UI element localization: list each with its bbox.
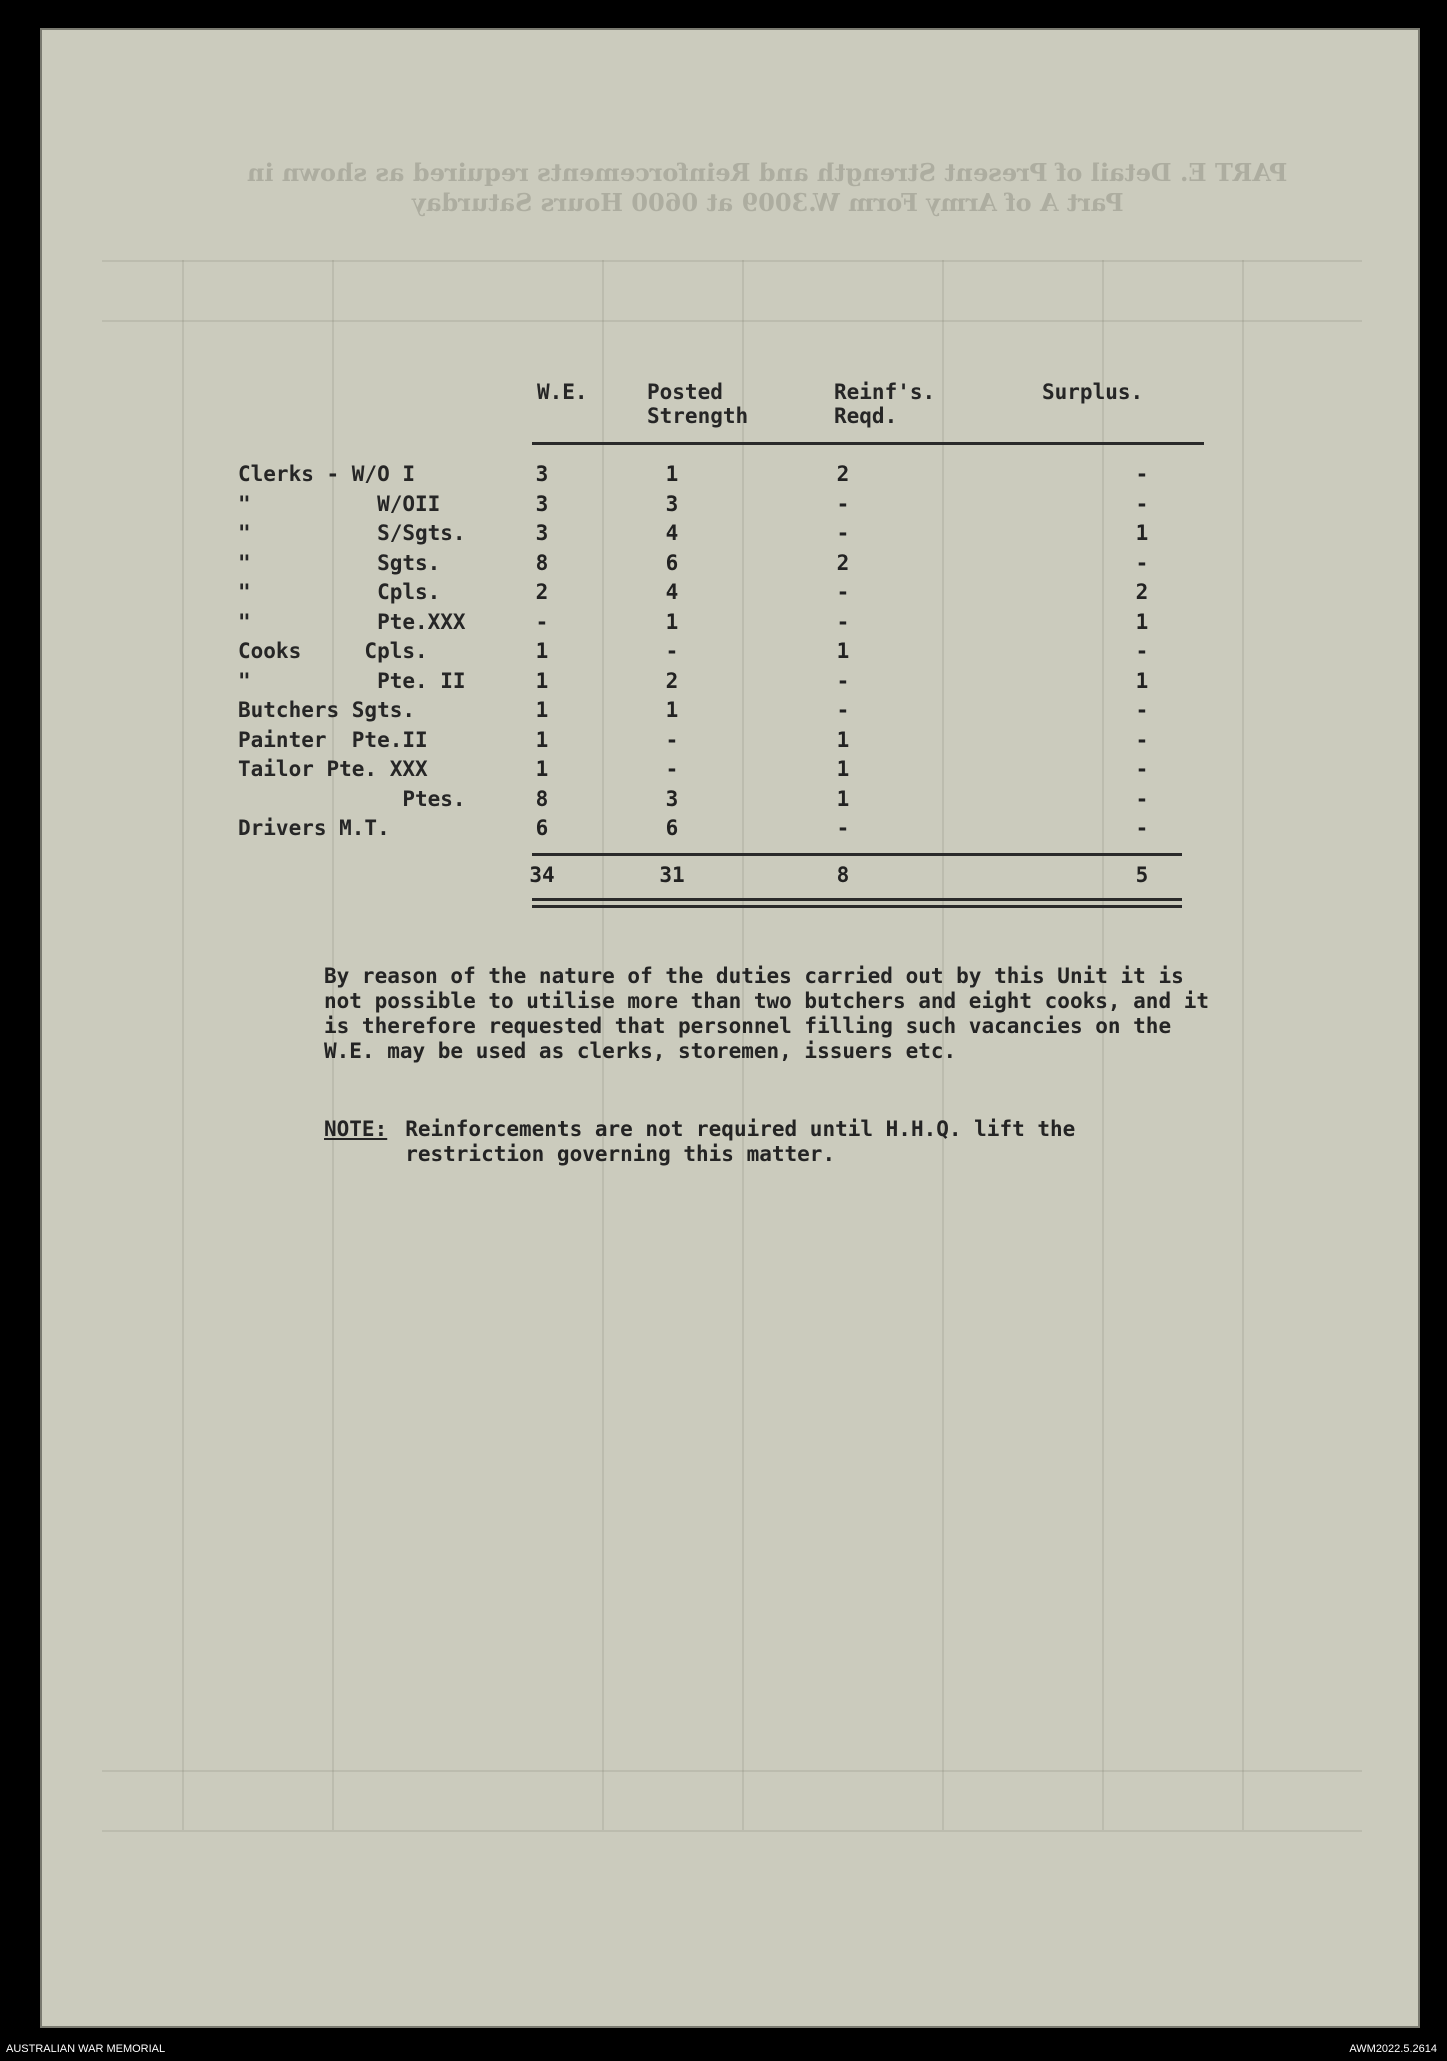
cell-reinf: 2	[836, 551, 850, 575]
ghost-rule	[102, 1830, 1362, 1832]
cell-surplus: 1	[1135, 669, 1149, 693]
cell-we: -	[535, 610, 549, 634]
footer-credit: AUSTRALIAN WAR MEMORIAL	[6, 2043, 166, 2055]
row-label: " Cpls.	[238, 580, 441, 604]
cell-reinf: 1	[836, 757, 850, 781]
cell-posted: 1	[665, 462, 679, 486]
cell-posted: -	[665, 728, 679, 752]
row-label: Butchers Sgts.	[238, 698, 416, 722]
cell-surplus: -	[1135, 462, 1149, 486]
totals-rule	[532, 853, 1182, 856]
total-reinf: 8	[836, 863, 850, 887]
cell-we: 1	[535, 639, 549, 663]
row-label: Painter Pte.II	[238, 728, 428, 752]
cell-surplus: -	[1135, 698, 1149, 722]
row-label: " Sgts.	[238, 551, 441, 575]
cell-surplus: -	[1135, 551, 1149, 575]
ghost-rule	[102, 260, 1362, 262]
cell-posted: 6	[665, 551, 679, 575]
cell-surplus: -	[1135, 787, 1149, 811]
header-surplus: Surplus.	[1042, 380, 1144, 404]
cell-surplus: 1	[1135, 521, 1149, 545]
header-underline	[532, 442, 1204, 445]
document-page	[40, 28, 1420, 2028]
cell-reinf: -	[836, 698, 850, 722]
cell-reinf: -	[836, 580, 850, 604]
cell-surplus: 1	[1135, 610, 1149, 634]
ghost-rule	[1242, 260, 1244, 1830]
cell-reinf: -	[836, 669, 850, 693]
cell-posted: 4	[665, 580, 679, 604]
cell-we: 8	[535, 551, 549, 575]
note-text: Reinforcements are not required until H.H.Q. lift the restriction governing this matter.	[405, 1117, 1076, 1166]
total-we: 34	[529, 863, 555, 887]
cell-posted: -	[665, 757, 679, 781]
footer-reference: AWM2022.5.2614	[1349, 2043, 1437, 2055]
cell-surplus: -	[1135, 816, 1149, 840]
cell-posted: 4	[665, 521, 679, 545]
row-label: " Pte. II	[238, 669, 466, 693]
cell-posted: 6	[665, 816, 679, 840]
total-surplus: 5	[1135, 863, 1149, 887]
row-label: " Pte.XXX	[238, 610, 466, 634]
header-reinfs-reqd: Reinf's. Reqd.	[834, 380, 936, 428]
cell-we: 1	[535, 728, 549, 752]
cell-posted: 3	[665, 492, 679, 516]
cell-reinf: 1	[836, 728, 850, 752]
cell-we: 6	[535, 816, 549, 840]
row-label: Clerks - W/O I	[238, 462, 416, 486]
cell-we: 1	[535, 757, 549, 781]
double-underline-bottom	[532, 905, 1182, 908]
cell-we: 1	[535, 698, 549, 722]
note-label: NOTE:	[324, 1117, 388, 1141]
header-we: W.E.	[537, 380, 588, 404]
ghost-rule	[182, 260, 184, 1830]
cell-surplus: -	[1135, 728, 1149, 752]
cell-reinf: 1	[836, 787, 850, 811]
cell-we: 3	[535, 521, 549, 545]
cell-posted: 1	[665, 610, 679, 634]
ghost-form-title-line2: Part A of Army Form W.3009 at 0600 Hours Saturday	[412, 188, 1124, 217]
cell-reinf: 2	[836, 462, 850, 486]
cell-posted: 1	[665, 698, 679, 722]
cell-reinf: -	[836, 492, 850, 516]
ghost-rule	[102, 1770, 1362, 1772]
cell-reinf: -	[836, 521, 850, 545]
ghost-form-title-line1: PART E. Detail of Present Strength and Reinforcements required as shown in	[247, 158, 1288, 187]
cell-surplus: -	[1135, 757, 1149, 781]
cell-we: 2	[535, 580, 549, 604]
cell-we: 1	[535, 669, 549, 693]
row-label: Ptes.	[238, 787, 466, 811]
cell-posted: 2	[665, 669, 679, 693]
cell-posted: 3	[665, 787, 679, 811]
explanation-paragraph: By reason of the nature of the duties carried out by this Unit it is not possible to utilise more than two butchers and eight cooks, and it is therefore requested that personnel filling such vacancies on the W.E. may be used as clerks, storemen, issuers etc.	[324, 964, 1210, 1063]
cell-surplus: -	[1135, 639, 1149, 663]
cell-surplus: -	[1135, 492, 1149, 516]
note-block	[324, 1117, 1224, 1167]
cell-we: 3	[535, 492, 549, 516]
cell-reinf: 1	[836, 639, 850, 663]
cell-reinf: -	[836, 610, 850, 634]
total-posted: 31	[659, 863, 685, 887]
row-label: " S/Sgts.	[238, 521, 466, 545]
header-posted-strength: Posted Strength	[647, 380, 749, 428]
cell-we: 8	[535, 787, 549, 811]
ghost-rule	[102, 320, 1362, 322]
cell-reinf: -	[836, 816, 850, 840]
row-label: Cooks Cpls.	[238, 639, 428, 663]
cell-we: 3	[535, 462, 549, 486]
cell-surplus: 2	[1135, 580, 1149, 604]
row-label: Drivers M.T.	[238, 816, 390, 840]
row-label: Tailor Pte. XXX	[238, 757, 428, 781]
row-label: " W/OII	[238, 492, 441, 516]
cell-posted: -	[665, 639, 679, 663]
double-underline-top	[532, 898, 1182, 901]
